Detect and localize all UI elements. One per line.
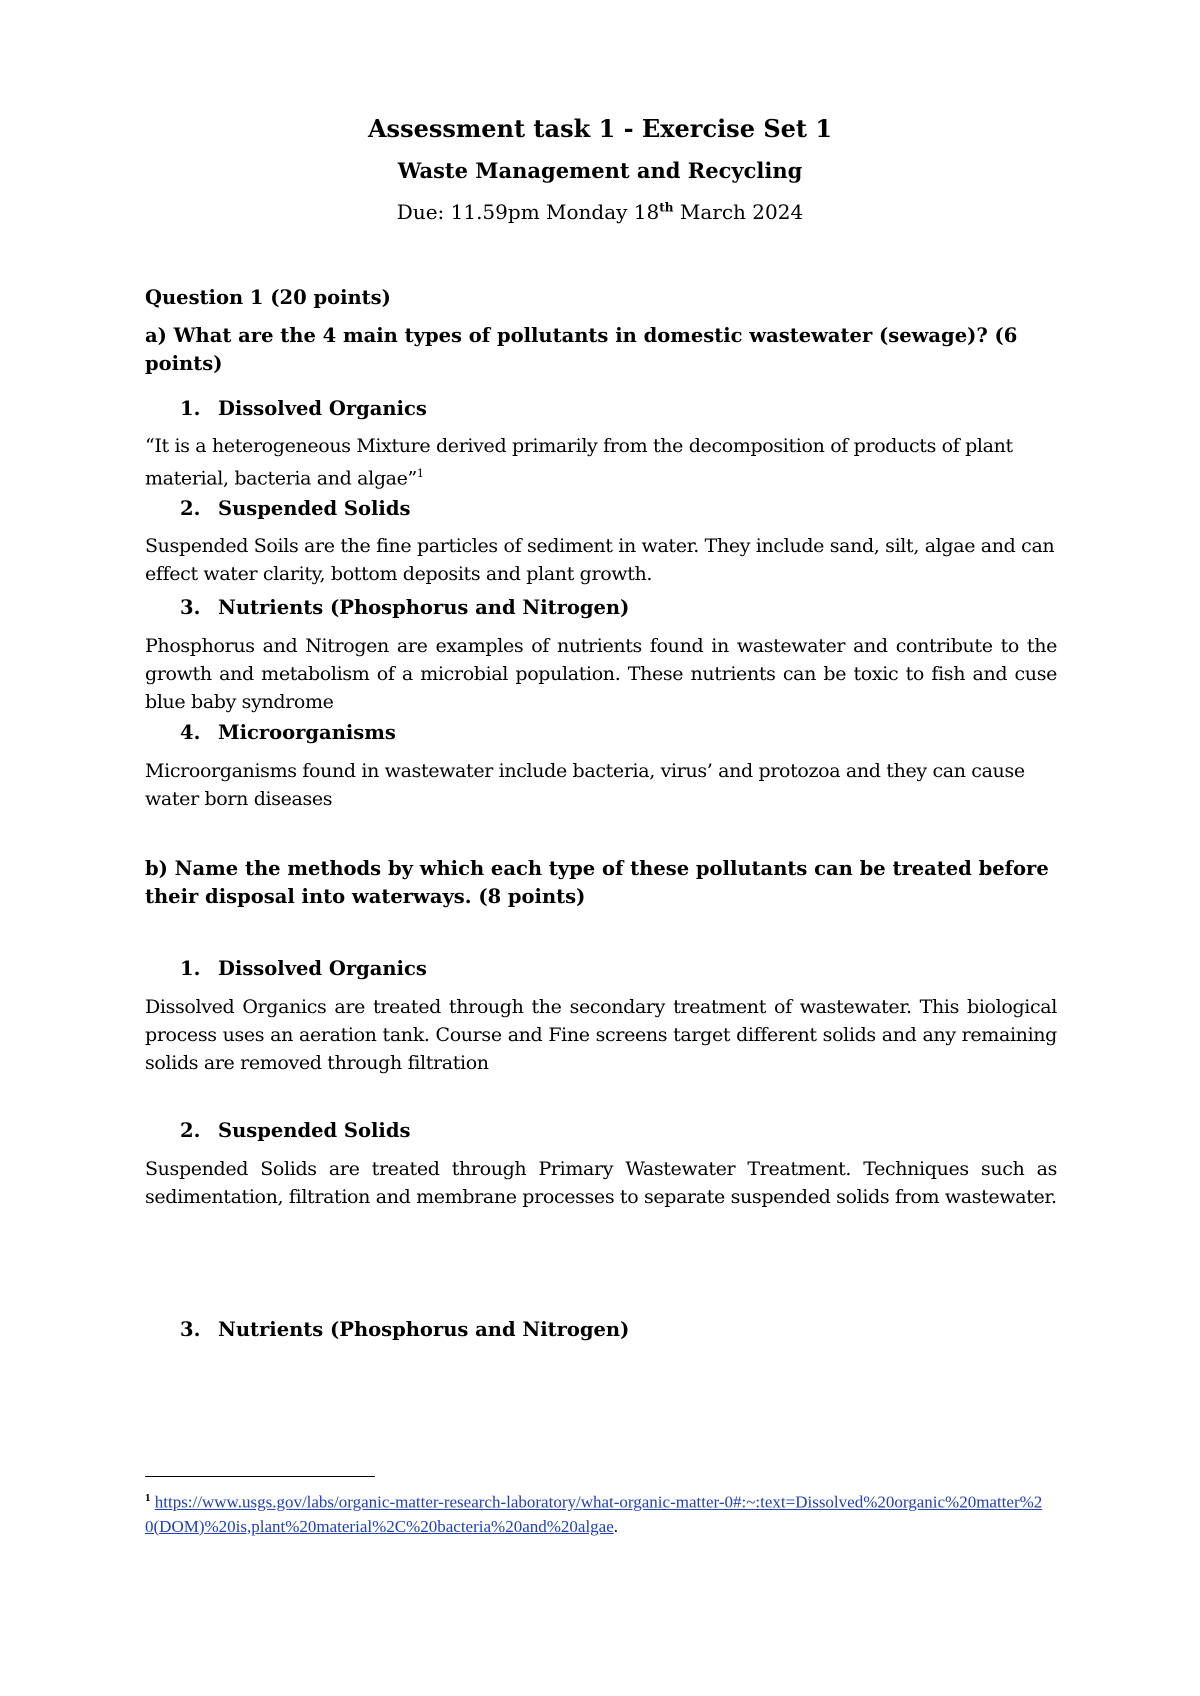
part-b-item-2-text: Suspended Solids are treated through Primary Wastewater Treatment. Techniques such as sedimentation, filtration and membrane processes to separate suspended solids from wastewater. <box>145 1158 1057 1208</box>
part-a-item-2-heading <box>180 495 410 523</box>
part-b-item-2-heading <box>180 1117 410 1145</box>
footnote-separator <box>145 1476 375 1477</box>
due-date-suffix: March 2024 <box>673 200 804 224</box>
document-title: Assessment task 1 - Exercise Set 1 <box>367 114 833 143</box>
document-subtitle: Waste Management and Recycling <box>397 158 803 183</box>
footnote-marker: 1 <box>145 1492 151 1504</box>
part-a-item-4-text: Microorganisms found in wastewater include bacteria, virus’ and protozoa and they can cause water born diseases <box>145 760 1025 810</box>
footnote-reference[interactable]: 1 <box>416 467 424 480</box>
part-a-item-4-heading <box>180 719 396 747</box>
list-label: Suspended Solids <box>218 497 411 520</box>
question-1-title: Question 1 (20 points) <box>145 286 391 309</box>
list-number: 3. <box>180 1318 201 1341</box>
part-b-item-3-heading <box>180 1316 629 1344</box>
list-label: Nutrients (Phosphorus and Nitrogen) <box>218 1318 630 1341</box>
part-a-item-3-heading <box>180 594 629 622</box>
part-a-item-1-heading <box>180 395 427 423</box>
due-date-ordinal: th <box>659 200 674 215</box>
list-number: 3. <box>180 596 201 619</box>
part-a-item-3-text: Phosphorus and Nitrogen are examples of nutrients found in wastewater and contribute to the growth and metabolism of a microbial population. These nutrients can be toxic to fish and cuse blue baby syndrome <box>145 635 1057 713</box>
footnote-trailing: . <box>613 1516 619 1536</box>
list-number: 2. <box>180 497 201 520</box>
due-date-prefix: Due: 11.59pm Monday 18 <box>396 200 660 224</box>
paragraph-text: “It is a heterogeneous Mixture derived primarily from the decomposition of products of plant material, bacteria and algae” <box>145 435 1013 490</box>
part-b-item-1-text: Dissolved Organics are treated through the secondary treatment of wastewater. This biological process uses an aeration tank. Course and Fine screens target different solids and any remaining solids are removed through filtration <box>145 996 1057 1074</box>
list-number: 1. <box>180 957 201 980</box>
list-label: Nutrients (Phosphorus and Nitrogen) <box>218 596 630 619</box>
question-1b-prompt: b) Name the methods by which each type of these pollutants can be treated before their disposal into waterways. (8 points) <box>145 857 1049 908</box>
footnote-link[interactable]: https://www.usgs.gov/labs/organic-matter-research-laboratory/what-organic-matter-0#:~:text=Dissolved%20organic%20matter%20(DOM)%20is,plant%20material%2C%20bacteria%20and%20algae <box>145 1492 1043 1536</box>
part-a-item-2-text: Suspended Soils are the fine particles of sediment in water. They include sand, silt, algae and can effect water clarity, bottom deposits and plant growth. <box>145 535 1055 585</box>
list-number: 1. <box>180 397 201 420</box>
list-number: 4. <box>180 721 201 744</box>
part-a-item-1-text <box>145 432 1057 492</box>
question-1a-prompt: a) What are the 4 main types of pollutants in domestic wastewater (sewage)? (6 points) <box>145 324 1018 375</box>
footnote <box>145 1486 1045 1539</box>
list-label: Dissolved Organics <box>218 397 427 420</box>
list-label: Dissolved Organics <box>218 957 427 980</box>
due-date <box>0 200 1200 224</box>
list-label: Microorganisms <box>218 721 396 744</box>
list-number: 2. <box>180 1119 201 1142</box>
part-b-item-1-heading <box>180 955 427 983</box>
list-label: Suspended Solids <box>218 1119 411 1142</box>
